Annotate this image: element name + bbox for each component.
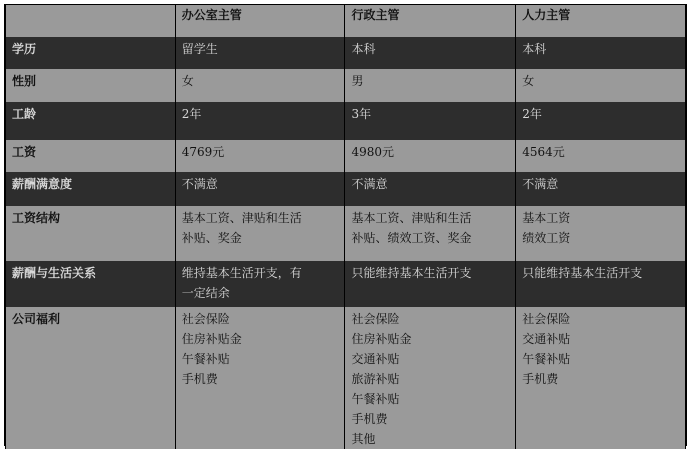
cell-line: 维持基本生活开支，有 <box>181 266 302 280</box>
cell-line: 旅游补贴 <box>351 372 400 386</box>
row-label: 公司福利 <box>6 307 176 449</box>
cell-line: 不满意 <box>181 177 218 191</box>
cell-line: 基本工资、津贴和生活 <box>351 211 472 225</box>
cell-line: 社会保险 <box>351 312 400 326</box>
cell-line: 只能维持基本生活开支 <box>351 266 472 280</box>
table-row <box>6 102 686 140</box>
cell-line: 午餐补贴 <box>522 352 571 366</box>
table-cell <box>516 140 686 172</box>
cell-line: 女 <box>181 74 194 88</box>
table-cell <box>175 172 345 206</box>
row-label: 学历 <box>6 37 176 69</box>
table-cell <box>175 140 345 172</box>
cell-line: 留学生 <box>181 42 218 56</box>
table-row <box>6 69 686 102</box>
cell-line: 2年 <box>181 107 202 121</box>
table-row <box>6 307 686 449</box>
row-label: 工资结构 <box>6 206 176 261</box>
cell-line: 男 <box>351 74 364 88</box>
table-row <box>6 140 686 172</box>
table-cell <box>516 102 686 140</box>
table-cell <box>175 206 345 261</box>
table-cell <box>516 37 686 69</box>
cell-line: 不满意 <box>351 177 388 191</box>
table-cell <box>516 172 686 206</box>
header-corner <box>6 5 176 37</box>
table-row <box>6 206 686 261</box>
comparison-table <box>5 5 686 449</box>
cell-line: 4980元 <box>351 145 394 159</box>
table-cell <box>345 206 516 261</box>
cell-line: 4564元 <box>522 145 565 159</box>
cell-line: 交通补贴 <box>351 352 400 366</box>
cell-line: 4769元 <box>181 145 225 159</box>
table-cell <box>345 307 516 449</box>
table-cell <box>175 307 345 449</box>
cell-line: 住房补贴金 <box>181 332 242 346</box>
cell-line: 一定结余 <box>181 286 230 300</box>
table-cell <box>345 69 516 102</box>
table-cell <box>345 261 516 307</box>
table-cell <box>175 37 345 69</box>
table-cell <box>175 102 345 140</box>
cell-line: 3年 <box>351 107 372 121</box>
row-label: 工龄 <box>6 102 176 140</box>
table-cell <box>345 172 516 206</box>
header-admin-manager: 行政主管 <box>345 5 516 37</box>
row-label: 薪酬满意度 <box>6 172 176 206</box>
table-cell <box>516 307 686 449</box>
cell-line: 2年 <box>522 107 542 121</box>
cell-line: 女 <box>522 74 535 88</box>
row-label: 性别 <box>6 69 176 102</box>
cell-line: 本科 <box>351 42 376 56</box>
cell-line: 手机费 <box>522 372 559 386</box>
cell-line: 补贴、奖金 <box>181 231 242 245</box>
row-label: 薪酬与生活关系 <box>6 261 176 307</box>
header-office-manager: 办公室主管 <box>175 5 345 37</box>
table-cell <box>345 37 516 69</box>
cell-line: 交通补贴 <box>522 332 571 346</box>
cell-line: 住房补贴金 <box>351 332 412 346</box>
row-label: 工资 <box>6 140 176 172</box>
table-cell <box>516 69 686 102</box>
cell-line: 本科 <box>522 42 547 56</box>
cell-line: 社会保险 <box>181 312 230 326</box>
cell-line: 不满意 <box>522 177 559 191</box>
table-row <box>6 261 686 307</box>
cell-line: 基本工资、津贴和生活 <box>181 211 302 225</box>
table-cell <box>345 140 516 172</box>
cell-line: 手机费 <box>181 372 218 386</box>
header-row <box>6 5 686 37</box>
table-cell <box>516 206 686 261</box>
cell-line: 绩效工资 <box>522 231 571 245</box>
cell-line: 社会保险 <box>522 312 571 326</box>
table-cell <box>175 69 345 102</box>
header-hr-manager: 人力主管 <box>516 5 686 37</box>
table-cell <box>516 261 686 307</box>
cell-line: 补贴、绩效工资、奖金 <box>351 231 472 245</box>
cell-line: 午餐补贴 <box>351 392 400 406</box>
cell-line: 其他 <box>351 432 376 446</box>
table-row <box>6 172 686 206</box>
cell-line: 午餐补贴 <box>181 352 230 366</box>
table-cell <box>175 261 345 307</box>
cell-line: 手机费 <box>351 412 388 426</box>
cell-line: 只能维持基本生活开支 <box>522 266 643 280</box>
table-cell <box>345 102 516 140</box>
table-row <box>6 37 686 69</box>
cell-line: 基本工资 <box>522 211 571 225</box>
